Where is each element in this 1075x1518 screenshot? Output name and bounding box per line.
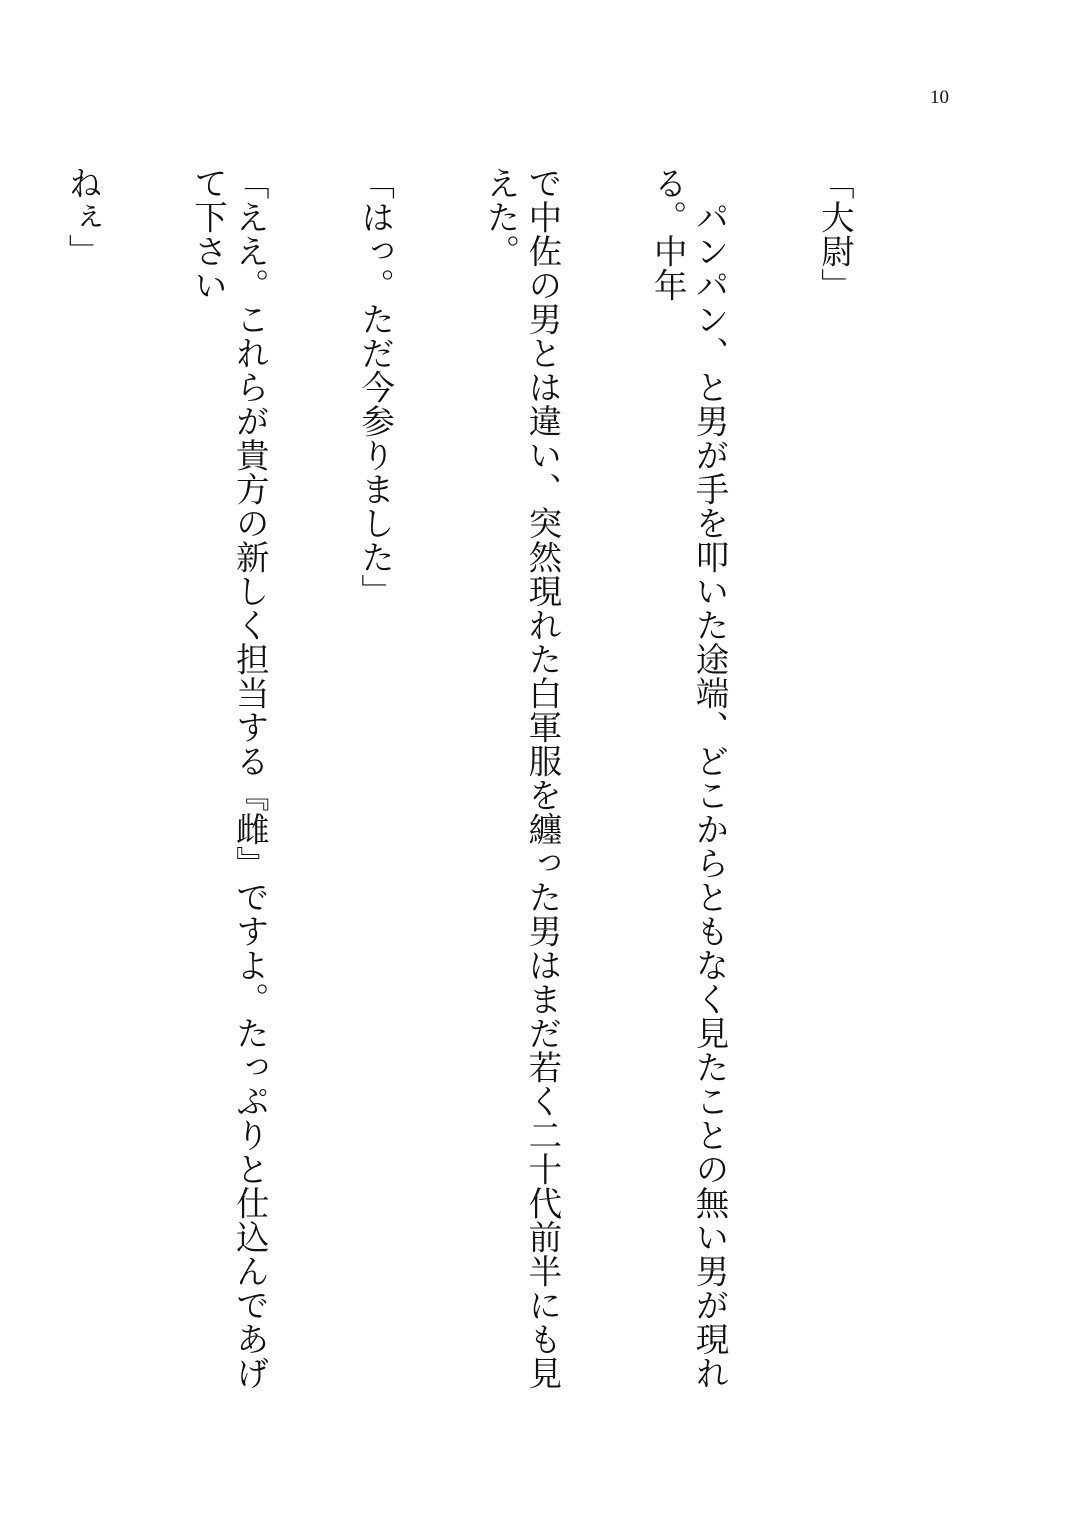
text-line: 「はっ。ただ今参りました」 bbox=[355, 166, 395, 608]
text-line: 「大尉」 bbox=[815, 166, 855, 302]
text-line: 「ええ。これらが貴方の新しく担当する『雌』ですよ。たっぷりと仕込んであげて下さい bbox=[188, 166, 270, 1390]
page-number: 10 bbox=[930, 87, 949, 108]
vertical-text-body bbox=[0, 166, 939, 1406]
text-line: で中佐の男とは違い、突然現れた白軍服を纏った男はまだ若く二十代前半にも見えた。 bbox=[481, 166, 562, 1390]
text-line: ねぇ」 bbox=[63, 166, 103, 268]
text-line: パンパン、と男が手を叩いた途端、どこからともなく見たことの無い男が現れる。中年 bbox=[648, 166, 730, 1390]
